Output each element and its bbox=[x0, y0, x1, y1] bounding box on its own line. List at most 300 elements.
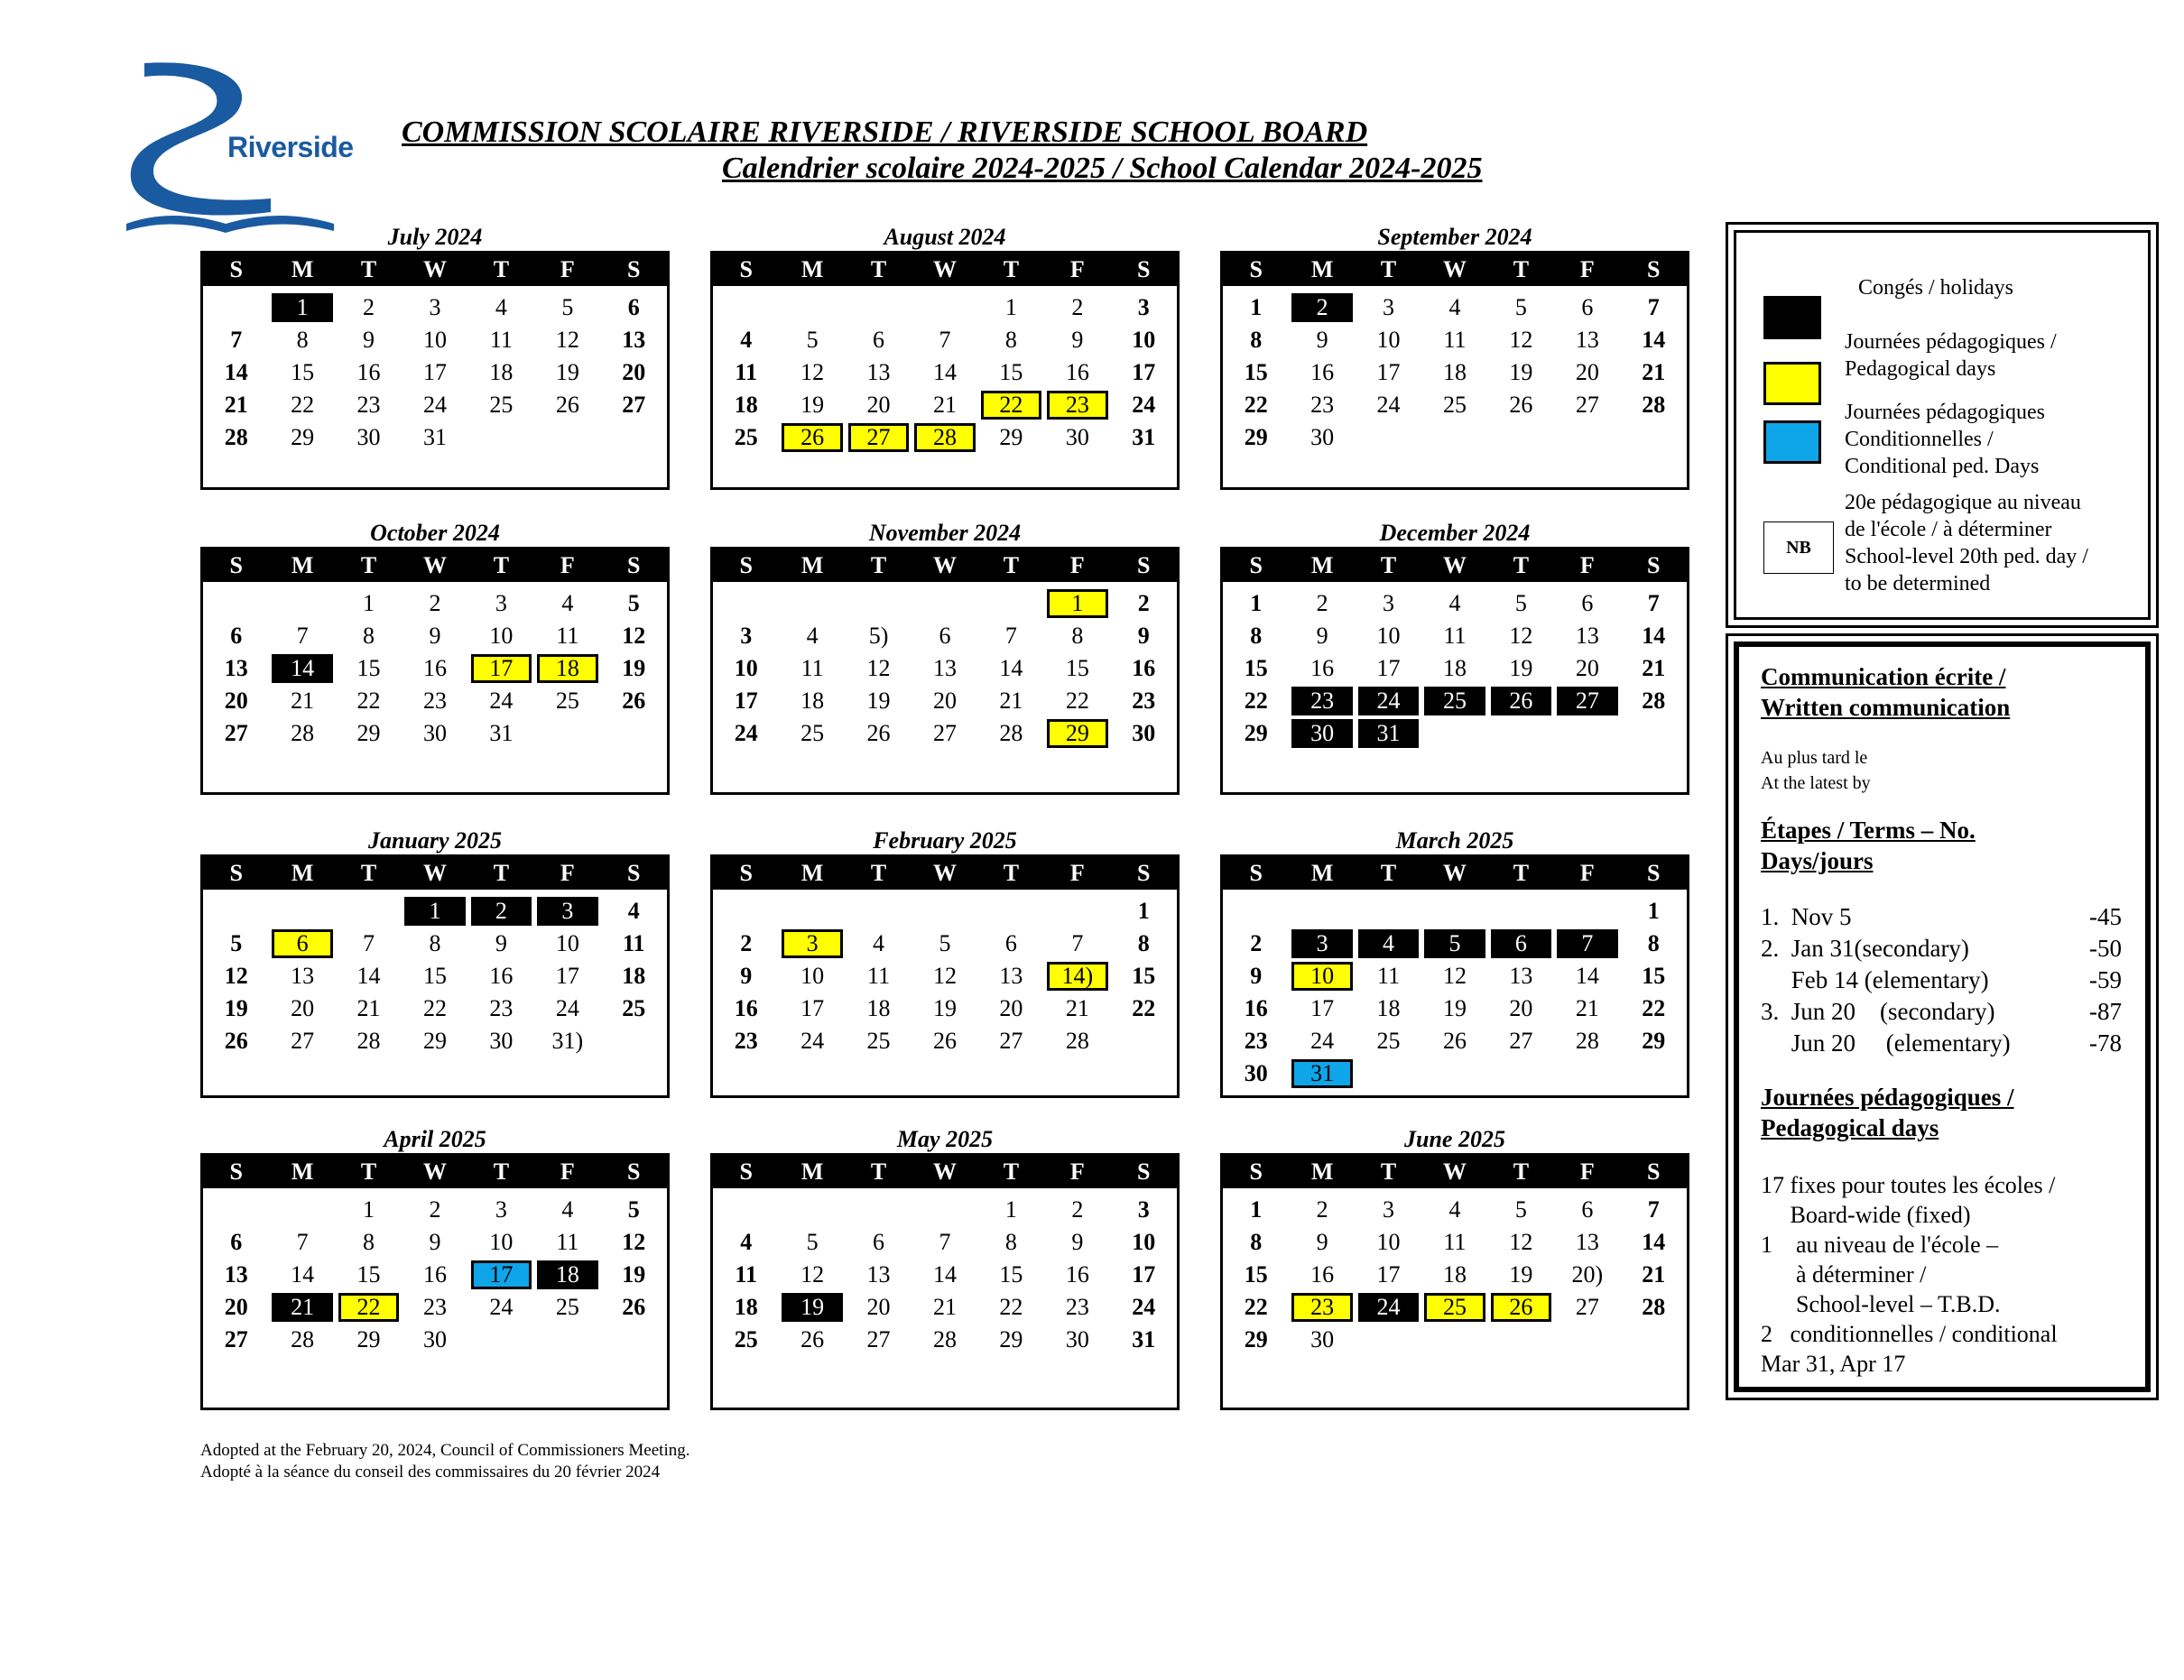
ped-days-line: à déterminer / bbox=[1761, 1261, 1927, 1288]
day-cell: 9 bbox=[1316, 1229, 1328, 1255]
communication-box bbox=[1726, 633, 2159, 1400]
day-cell: 7 bbox=[1071, 930, 1084, 956]
day-cell: 11 bbox=[1377, 963, 1401, 989]
weekday-label: T bbox=[360, 860, 377, 886]
day-cell: 2 bbox=[1137, 590, 1150, 616]
day-cell: 4 bbox=[806, 623, 819, 649]
weekday-label: T bbox=[1513, 860, 1530, 886]
weekday-label: S bbox=[627, 860, 641, 886]
weekday-label: W bbox=[932, 256, 957, 282]
day-cell: 21 bbox=[272, 1293, 332, 1322]
day-cell: 9 bbox=[1071, 327, 1084, 353]
day-cell: 11 bbox=[1443, 623, 1467, 649]
day-cell: 29 bbox=[356, 1326, 381, 1352]
day-cell: 6 bbox=[1491, 929, 1551, 958]
day-cell: 31) bbox=[551, 1028, 584, 1054]
day-cell: 1 bbox=[404, 897, 465, 926]
day-cell: 1 bbox=[363, 590, 375, 616]
day-cell: 1 bbox=[272, 293, 332, 322]
day-cell: 19 bbox=[622, 655, 646, 681]
day-cell: 28 bbox=[914, 423, 975, 452]
weekday-label: S bbox=[1137, 256, 1151, 282]
day-cell: 14 bbox=[224, 359, 248, 385]
day-cell: 30 bbox=[1065, 424, 1089, 450]
day-cell: 9 bbox=[1316, 623, 1328, 649]
month-calendar bbox=[1220, 224, 1689, 490]
day-cell: 26 bbox=[622, 688, 646, 714]
weekday-label: S bbox=[1647, 860, 1661, 886]
day-cell: 7 bbox=[1557, 929, 1617, 958]
day-cell: 17 bbox=[1132, 359, 1156, 385]
day-cell: 19 bbox=[932, 995, 957, 1021]
day-cell: 2 bbox=[429, 590, 441, 616]
day-cell: 16 bbox=[1065, 359, 1089, 385]
weekday-label: W bbox=[1442, 552, 1467, 578]
month-calendar bbox=[710, 520, 1180, 795]
day-cell: 2 bbox=[471, 897, 532, 926]
footer-line-1: Adopted at the February 20, 2024, Council of Commissioners Meeting. bbox=[200, 1441, 690, 1460]
day-cell: 2 bbox=[1250, 930, 1263, 956]
day-cell: 14 bbox=[1642, 623, 1666, 649]
month-grid bbox=[710, 854, 1180, 1098]
day-cell: 9 bbox=[1250, 963, 1263, 989]
day-cell: 15 bbox=[291, 359, 315, 385]
weekday-header bbox=[1223, 857, 1687, 890]
day-cell: 19 bbox=[1509, 359, 1533, 385]
day-cell: 9 bbox=[429, 1229, 441, 1255]
weekday-label: F bbox=[560, 256, 575, 282]
day-cell: 6 bbox=[230, 623, 243, 649]
weekday-header bbox=[203, 1156, 667, 1188]
day-cell: 29 bbox=[999, 1326, 1023, 1352]
day-cell: 20 bbox=[866, 1294, 891, 1320]
weekday-label: S bbox=[1137, 1158, 1151, 1185]
day-cell: 13 bbox=[224, 655, 248, 681]
day-cell: 22 bbox=[422, 995, 447, 1021]
day-cell: 1 bbox=[1250, 294, 1263, 320]
day-cell: 10 bbox=[1132, 1229, 1156, 1255]
day-cell: 13 bbox=[291, 963, 315, 989]
month-calendar bbox=[1220, 520, 1689, 795]
comm-heading-2: Written communication bbox=[1761, 694, 2011, 721]
day-cell: 29 bbox=[422, 1028, 447, 1054]
day-cell: 15 bbox=[1065, 655, 1089, 681]
day-cell: 13 bbox=[622, 327, 646, 353]
day-cell: 16 bbox=[1310, 655, 1335, 681]
day-cell: 25 bbox=[489, 392, 514, 418]
day-cell: 21 bbox=[932, 392, 957, 418]
day-cell: 23 bbox=[356, 392, 381, 418]
day-cell: 20 bbox=[291, 995, 315, 1021]
weekday-label: W bbox=[1442, 1158, 1467, 1185]
day-cell: 23 bbox=[1065, 1294, 1089, 1320]
day-cell: 28 bbox=[999, 720, 1023, 746]
nb-swatch: NB bbox=[1763, 522, 1834, 574]
day-cell: 28 bbox=[932, 1326, 957, 1352]
day-cell: 25 bbox=[866, 1028, 891, 1054]
calendar-title: Calendrier scolaire 2024-2025 / School Calendar 2024-2025 bbox=[722, 152, 1483, 185]
day-cell: 26 bbox=[932, 1028, 957, 1054]
day-cell: 15 bbox=[1642, 963, 1666, 989]
day-cell: 7 bbox=[1647, 294, 1660, 320]
day-cell: 15 bbox=[999, 359, 1023, 385]
day-cell: 14 bbox=[999, 655, 1023, 681]
day-cell: 4 bbox=[740, 1229, 753, 1255]
day-cell: 31 bbox=[489, 720, 514, 746]
day-cell: 25 bbox=[555, 1294, 579, 1320]
day-cell: 5 bbox=[1514, 590, 1527, 616]
ped-days-line: School-level – T.B.D. bbox=[1761, 1291, 2001, 1317]
day-cell: 6 bbox=[1581, 294, 1594, 320]
day-cell: 18 bbox=[537, 1260, 597, 1289]
weekday-label: T bbox=[1513, 552, 1530, 578]
day-cell: 5 bbox=[627, 1196, 640, 1223]
day-cell: 15 bbox=[1244, 655, 1268, 681]
day-cell: 7 bbox=[939, 327, 951, 353]
day-cell: 27 bbox=[622, 392, 646, 418]
month-grid bbox=[710, 1153, 1180, 1410]
month-title: February 2025 bbox=[873, 827, 1017, 854]
weekday-label: M bbox=[1310, 552, 1334, 578]
legend-box bbox=[1726, 222, 2159, 628]
day-cell: 21 bbox=[999, 688, 1023, 714]
weekday-header bbox=[1223, 1156, 1687, 1188]
day-cell: 20 bbox=[999, 995, 1023, 1021]
weekday-label: S bbox=[1137, 552, 1151, 578]
day-cell: 8 bbox=[1137, 930, 1150, 956]
day-cell: 21 bbox=[1642, 1261, 1666, 1288]
weekday-label: F bbox=[1069, 552, 1085, 578]
ped-days-line: 17 fixes pour toutes les écoles / bbox=[1761, 1172, 2056, 1198]
day-cell: 3 bbox=[495, 1196, 507, 1223]
day-cell: 13 bbox=[1575, 623, 1599, 649]
day-cell: 12 bbox=[1509, 623, 1533, 649]
day-cell: 8 bbox=[1250, 327, 1263, 353]
term-label: Jun 20 (elementary) bbox=[1761, 1029, 2011, 1057]
day-cell: 20 bbox=[1575, 359, 1599, 385]
weekday-label: F bbox=[1579, 860, 1595, 886]
day-cell: 28 bbox=[1642, 1294, 1666, 1320]
day-cell: 14 bbox=[291, 1261, 315, 1288]
day-cell: 22 bbox=[1065, 688, 1089, 714]
day-cell: 6 bbox=[873, 1229, 885, 1255]
day-cell: 1 bbox=[1047, 589, 1107, 618]
weekday-label: S bbox=[229, 256, 243, 282]
day-cell: 14 bbox=[356, 963, 381, 989]
weekday-header bbox=[203, 857, 667, 890]
day-cell: 16 bbox=[422, 655, 447, 681]
day-cell: 24 bbox=[555, 995, 579, 1021]
day-cell: 12 bbox=[1509, 327, 1533, 353]
weekday-label: F bbox=[1579, 552, 1595, 578]
day-cell: 11 bbox=[1443, 327, 1467, 353]
day-cell: 9 bbox=[363, 327, 375, 353]
month-calendar bbox=[1220, 827, 1689, 1098]
day-cell: 1 bbox=[363, 1196, 375, 1223]
day-cell: 29 bbox=[356, 720, 381, 746]
day-cell: 25 bbox=[555, 688, 579, 714]
day-cell: 22 bbox=[1244, 392, 1268, 418]
day-cell: 29 bbox=[1244, 1326, 1268, 1352]
day-cell: 29 bbox=[1047, 719, 1107, 748]
day-cell: 10 bbox=[1291, 962, 1352, 991]
day-cell: 4 bbox=[495, 294, 507, 320]
weekday-label: S bbox=[1249, 860, 1263, 886]
day-cell: 3 bbox=[1383, 1196, 1395, 1223]
day-cell: 28 bbox=[1065, 1028, 1089, 1054]
day-cell: 25 bbox=[734, 424, 758, 450]
weekday-label: M bbox=[800, 256, 824, 282]
month-grid bbox=[710, 251, 1180, 490]
day-cell: 16 bbox=[356, 359, 381, 385]
day-cell: 27 bbox=[932, 720, 957, 746]
day-cell: 24 bbox=[734, 720, 758, 746]
month-grid bbox=[200, 251, 670, 490]
month-title: October 2024 bbox=[370, 520, 500, 546]
day-cell: 31 bbox=[1358, 719, 1419, 748]
month-title: June 2025 bbox=[1404, 1126, 1505, 1152]
day-cell: 8 bbox=[296, 327, 309, 353]
day-cell: 26 bbox=[1509, 392, 1533, 418]
day-cell: 9 bbox=[495, 930, 507, 956]
weekday-label: T bbox=[360, 552, 377, 578]
legend-nb-line2: de l'école / à déterminer bbox=[1845, 518, 2052, 541]
day-cell: 15 bbox=[356, 1261, 381, 1288]
day-cell: 29 bbox=[999, 424, 1023, 450]
pedagogical-swatch bbox=[1763, 362, 1821, 405]
holiday-swatch bbox=[1763, 296, 1821, 339]
day-cell: 28 bbox=[1642, 688, 1666, 714]
day-cell: 19 bbox=[782, 1293, 842, 1322]
weekday-label: T bbox=[493, 860, 510, 886]
day-cell: 14 bbox=[272, 654, 332, 683]
day-cell: 5 bbox=[1514, 1196, 1527, 1223]
term-row bbox=[1761, 933, 2122, 964]
day-cell: 5) bbox=[868, 623, 889, 649]
day-cell: 13 bbox=[224, 1261, 248, 1288]
day-cell: 6 bbox=[627, 294, 640, 320]
weekday-label: F bbox=[1579, 1158, 1595, 1185]
weekday-label: T bbox=[1380, 256, 1397, 282]
day-cell: 3 bbox=[1291, 929, 1352, 958]
weekday-label: T bbox=[1003, 1158, 1020, 1185]
day-cell: 5 bbox=[627, 590, 640, 616]
day-cell: 1 bbox=[1647, 898, 1660, 924]
weekday-label: F bbox=[560, 860, 575, 886]
legend-cond-line2: Conditionnelles / bbox=[1845, 428, 1994, 451]
day-cell: 8 bbox=[1004, 1229, 1017, 1255]
day-cell: 30 bbox=[1310, 424, 1335, 450]
day-cell: 28 bbox=[356, 1028, 381, 1054]
day-cell: 12 bbox=[622, 623, 646, 649]
term-label: 3. Jun 20 (secondary) bbox=[1761, 998, 1995, 1025]
day-cell: 11 bbox=[556, 1229, 579, 1255]
day-cell: 16 bbox=[1132, 655, 1156, 681]
day-cell: 30 bbox=[422, 720, 447, 746]
weekday-label: T bbox=[493, 552, 510, 578]
day-cell: 17 bbox=[1376, 655, 1401, 681]
day-cell: 23 bbox=[1310, 392, 1335, 418]
day-cell: 10 bbox=[800, 963, 825, 989]
day-cell: 1 bbox=[1004, 294, 1017, 320]
day-cell: 23 bbox=[1132, 688, 1156, 714]
weekday-label: F bbox=[1069, 256, 1085, 282]
day-cell: 1 bbox=[1137, 898, 1150, 924]
comm-note-1: Au plus tard le bbox=[1761, 748, 1868, 768]
day-cell: 20 bbox=[866, 392, 891, 418]
day-cell: 20 bbox=[1575, 655, 1599, 681]
month-grid bbox=[1220, 251, 1689, 490]
legend-ped-line2: Pedagogical days bbox=[1845, 357, 1996, 381]
day-cell: 26 bbox=[782, 423, 842, 452]
weekday-label: T bbox=[1513, 1158, 1530, 1185]
day-cell: 8 bbox=[1004, 327, 1017, 353]
weekday-label: S bbox=[1249, 256, 1263, 282]
day-cell: 14 bbox=[1642, 1229, 1666, 1255]
day-cell: 25 bbox=[734, 1326, 758, 1352]
weekday-label: W bbox=[422, 860, 447, 886]
weekday-header bbox=[1223, 549, 1687, 582]
day-cell: 13 bbox=[1575, 1229, 1599, 1255]
day-cell: 29 bbox=[1244, 424, 1268, 450]
weekday-header bbox=[203, 254, 667, 286]
weekday-label: S bbox=[627, 1158, 641, 1185]
weekday-label: W bbox=[1442, 860, 1467, 886]
legend-cond-line3: Conditional ped. Days bbox=[1845, 455, 2040, 478]
weekday-label: T bbox=[1380, 1158, 1397, 1185]
day-cell: 19 bbox=[1509, 655, 1533, 681]
weekday-label: T bbox=[360, 256, 377, 282]
day-cell: 17 bbox=[1132, 1261, 1156, 1288]
day-cell: 7 bbox=[296, 623, 309, 649]
ped-heading-1: Journées pédagogiques / bbox=[1761, 1084, 2014, 1111]
day-cell: 11 bbox=[867, 963, 891, 989]
day-cell: 4 bbox=[561, 590, 574, 616]
month-calendar bbox=[1220, 1126, 1689, 1410]
day-cell: 27 bbox=[1575, 392, 1599, 418]
weekday-label: F bbox=[1579, 256, 1595, 282]
weekday-header bbox=[203, 549, 667, 582]
weekday-label: S bbox=[1647, 552, 1661, 578]
ped-days-line: 1 au niveau de l'école – bbox=[1761, 1232, 1999, 1258]
month-title: January 2025 bbox=[367, 827, 503, 854]
day-cell: 3 bbox=[537, 897, 597, 926]
day-cell: 28 bbox=[224, 424, 248, 450]
day-cell: 16 bbox=[422, 1261, 447, 1288]
term-label: 1. Nov 5 bbox=[1761, 903, 1852, 930]
weekday-label: S bbox=[739, 1158, 753, 1185]
legend-holidays-label: Congés / holidays bbox=[1858, 276, 2013, 300]
weekday-label: S bbox=[229, 1158, 243, 1185]
day-cell: 11 bbox=[735, 359, 757, 385]
day-cell: 18 bbox=[537, 654, 597, 683]
day-cell: 16 bbox=[1244, 995, 1268, 1021]
day-cell: 3 bbox=[1383, 294, 1395, 320]
weekday-label: S bbox=[627, 256, 641, 282]
day-cell: 7 bbox=[296, 1229, 309, 1255]
day-cell: 3 bbox=[782, 929, 842, 958]
day-cell: 15 bbox=[1132, 963, 1156, 989]
day-cell: 18 bbox=[1442, 359, 1467, 385]
month-calendar bbox=[200, 520, 670, 795]
day-cell: 17 bbox=[1310, 995, 1335, 1021]
weekday-label: F bbox=[560, 1158, 575, 1185]
weekday-label: T bbox=[1003, 256, 1020, 282]
weekday-label: W bbox=[1442, 256, 1467, 282]
weekday-label: T bbox=[870, 552, 887, 578]
month-title: July 2024 bbox=[387, 224, 483, 250]
day-cell: 24 bbox=[1132, 1294, 1156, 1320]
day-cell: 19 bbox=[1442, 995, 1467, 1021]
day-cell: 8 bbox=[1647, 930, 1660, 956]
term-label: 2. Jan 31(secondary) bbox=[1761, 935, 1969, 962]
day-cell: 31 bbox=[1132, 424, 1156, 450]
day-cell: 10 bbox=[1376, 327, 1401, 353]
day-cell: 10 bbox=[422, 327, 447, 353]
day-cell: 23 bbox=[734, 1028, 758, 1054]
day-cell: 12 bbox=[622, 1229, 646, 1255]
weekday-label: S bbox=[229, 860, 243, 886]
weekday-label: F bbox=[1069, 860, 1085, 886]
weekday-label: F bbox=[1069, 1158, 1085, 1185]
day-cell: 16 bbox=[1310, 359, 1335, 385]
day-cell: 30 bbox=[1244, 1060, 1268, 1086]
day-cell: 10 bbox=[1376, 1229, 1401, 1255]
term-label: Feb 14 (elementary) bbox=[1761, 966, 1989, 993]
weekday-label: W bbox=[932, 1158, 957, 1185]
day-cell: 9 bbox=[429, 623, 441, 649]
day-cell: 10 bbox=[1376, 623, 1401, 649]
term-days: -87 bbox=[2089, 998, 2122, 1025]
weekday-label: M bbox=[800, 1158, 824, 1185]
day-cell: 25 bbox=[1424, 1293, 1485, 1322]
day-cell: 7 bbox=[230, 327, 243, 353]
day-cell: 17 bbox=[555, 963, 579, 989]
weekday-label: T bbox=[1003, 552, 1020, 578]
day-cell: 14 bbox=[1642, 327, 1666, 353]
weekday-label: T bbox=[1513, 256, 1530, 282]
day-cell: 5 bbox=[806, 1229, 819, 1255]
day-cell: 29 bbox=[1244, 720, 1268, 746]
day-cell: 3 bbox=[429, 294, 441, 320]
month-grid bbox=[200, 1153, 670, 1410]
day-cell: 8 bbox=[1071, 623, 1084, 649]
month-title: September 2024 bbox=[1377, 224, 1532, 250]
weekday-label: T bbox=[870, 860, 887, 886]
day-cell: 9 bbox=[1316, 327, 1328, 353]
day-cell: 12 bbox=[224, 963, 248, 989]
day-cell: 4 bbox=[740, 327, 753, 353]
day-cell: 4 bbox=[627, 898, 640, 924]
day-cell: 4 bbox=[1358, 929, 1419, 958]
footer-line-2: Adopté à la séance du conseil des commissaires du 20 février 2024 bbox=[200, 1463, 661, 1482]
day-cell: 10 bbox=[555, 930, 579, 956]
month-grid bbox=[1220, 854, 1689, 1098]
legend-nb-line1: 20e pédagogique au niveau bbox=[1845, 491, 2081, 514]
day-cell: 24 bbox=[1132, 392, 1156, 418]
day-cell: 16 bbox=[1065, 1261, 1089, 1288]
weekday-label: M bbox=[291, 1158, 314, 1185]
board-title: COMMISSION SCOLAIRE RIVERSIDE / RIVERSIDE SCHOOL BOARD bbox=[402, 115, 1368, 149]
day-cell: 2 bbox=[429, 1196, 441, 1223]
day-cell: 8 bbox=[1250, 623, 1263, 649]
day-cell: 18 bbox=[1442, 1261, 1467, 1288]
day-cell: 27 bbox=[1557, 687, 1617, 715]
day-cell: 1 bbox=[1004, 1196, 1017, 1223]
weekday-label: S bbox=[1647, 256, 1661, 282]
day-cell: 3 bbox=[1137, 1196, 1150, 1223]
month-grid bbox=[200, 547, 670, 795]
